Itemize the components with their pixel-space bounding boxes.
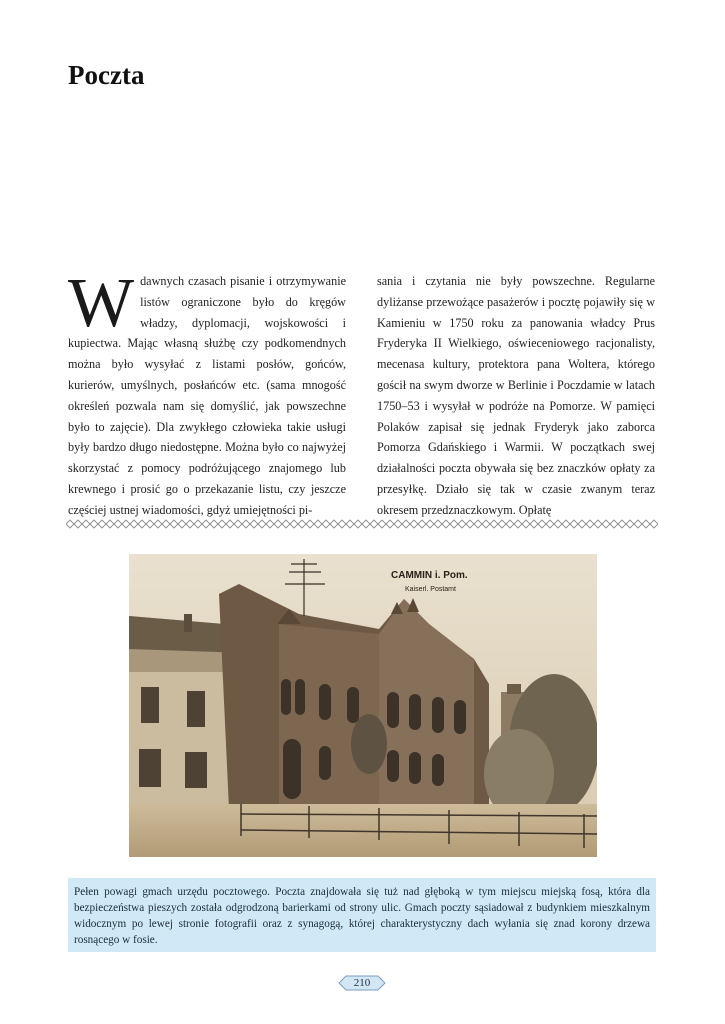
right-column-text: sania i czytania nie były powszechne. Regularne dyliżanse przewożące pasażerów i pocztę pojawiły się w Kamieniu w 1750 roku za panowania władcy Prus Fryderyka II Wielkiego, oświeceniowego racjonalisty, mecenasa kultury, protektora pana Woltera, którego gościł na swym dworze w Berlinie i Poczdamie w latach 1750–53 i wysyłał w podróże na Pomorze. W pamięci Polaków zapisał się jednak Fryderyk jako zaborca Pomorza Gdańskiego i Warmii. W początkach swej działalności poczta obywała się bez znaczków opłaty za przesyłkę. Działo się tak w czasie zwanym teraz okresem przedznaczkowym. Opłatę <box>377 274 655 517</box>
caption-text: Pełen powagi gmach urzędu pocztowego. Poczta znajdowała się tuż nad głęboką w tym miejscu miejską fosą, która dla bezpieczeństwa pieszych została odgrodzoną barierkami od strony ulic. Gmach poczty sąsiadował z budynkiem mieszkalnym widocznym po lewej stronie fotografii oraz z synagogą, której charakterystyczny dach wyłania się znad korony drzewa rosnącego w fosie. <box>74 886 650 946</box>
text-column-right <box>377 271 655 521</box>
page-number-badge <box>337 974 387 992</box>
ornamental-divider <box>66 518 658 530</box>
drop-cap: W <box>68 265 135 342</box>
photo-label-subtitle: Kaiserl. Postamt <box>405 586 456 593</box>
photo-label-title: CAMMIN i. Pom. <box>391 570 468 581</box>
page-title: Poczta <box>68 60 145 90</box>
paragraph-left <box>68 265 346 521</box>
left-column-text: dawnych czasach pisanie i otrzymywanie listów ograniczone było do kręgów władzy, dyplomacji, wojskowości i kupiectwa. Mając własną służbę czy podkomendnych można było wysyłać z listami posłów, gońców, kurierów, umyślnych, posłańców etc. (sama mnogość określeń pozwala nam się domyślić, jak powszechne było to zajęcie). Dla zwykłego człowieka takie usługi były bardzo długo niedostępne. Można było co najwyżej skorzystać z pomocy podróżującego znajomego lub krewnego i prosić go o przekazanie listu, czy jeszcze częściej ustnej wiadomości, gdyż umiejętności pi- <box>68 274 346 517</box>
post-office-photo <box>129 554 597 857</box>
page-number: 210 <box>353 977 371 989</box>
text-column-left <box>68 265 346 521</box>
photo-caption <box>68 878 656 952</box>
